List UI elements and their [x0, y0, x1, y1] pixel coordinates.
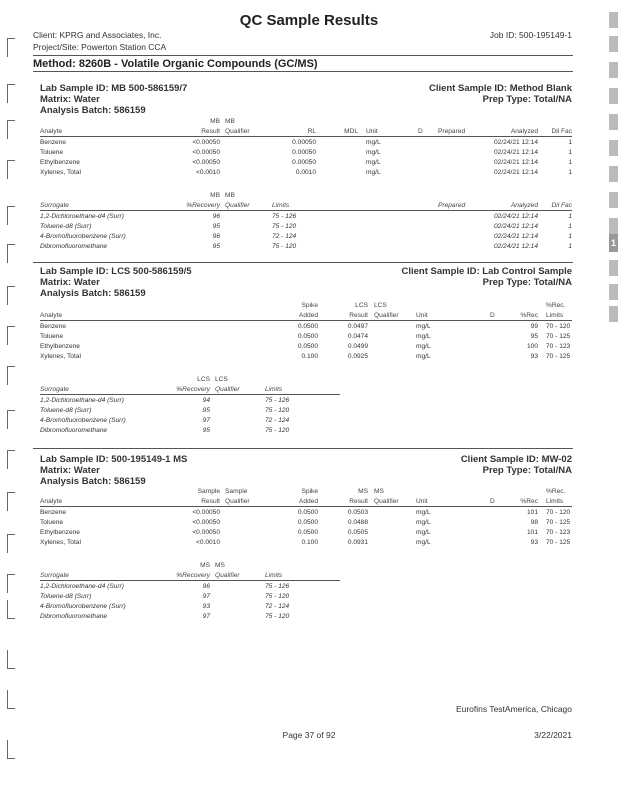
mb-analyte-table: MB MB Analyte Result Qualifier RL MDL Unit D Prepared Analyzed Dil Fac Benzene <0.00050 0.00050 mg/L 02/24/21 12:14 1 Toluene <0.00050 0.00050 mg/L 02/24/21 12:14 1 Ethylbenzene <0.00050 0.00050 mg/L 02/24/21 12:14 1 Xylenes, Total <0.0010 0.0010 mg/L 02/24/21 12:14 1	[40, 118, 572, 176]
lcs-section-right	[402, 266, 573, 288]
ms-batch: Analysis Batch: 586159	[40, 476, 146, 487]
lcs-section-heading	[40, 266, 192, 299]
mb-table-header: Analyte Result Qualifier RL MDL Unit D Prepared Analyzed Dil Fac	[40, 128, 572, 135]
ms-section-right	[461, 454, 572, 476]
lcs-prep-type: Prep Type: Total/NA	[482, 277, 572, 288]
lcs-table-header: Analyte Added Result Qualifier Unit D %Rec Limits	[40, 312, 572, 321]
project-site: Project/Site: Powerton Station CCA	[33, 42, 167, 52]
ms-table-header: Analyte Result Qualifier Added Result Qualifier Unit D %Rec Limits	[40, 498, 572, 507]
report-date: 3/22/2021	[534, 730, 572, 740]
mb-section-right	[429, 83, 572, 105]
lcs-sample-id: Lab Sample ID: LCS 500-586159/5	[40, 266, 192, 277]
ms-matrix: Matrix: Water	[40, 465, 100, 476]
page-title: QC Sample Results	[239, 12, 379, 29]
mb-surrogate-table: MB MB Surrogate %Recovery Qualifier Limits Prepared Analyzed Dil Fac 1,2-Dichloroethane-d4 (Surr) 96 75 - 126 02/24/21 12:14 1 Toluene-d8 (Surr) 95 75 - 120 02/24/21 12:14 1 4-Bromofluorobenzene (Surr) 96 72 - 124 02/24/21 12:14 1 Dibromofluoromethane 95 75 - 120 02/24/21 12:14 1	[40, 192, 572, 250]
ms-surr-header: Surrogate %Recovery Qualifier Limits	[40, 572, 340, 581]
mb-matrix: Matrix: Water	[40, 94, 100, 105]
lcs-surrogate-table: LCS LCS Surrogate %Recovery Qualifier Limits 1,2-Dichloroethane-d4 (Surr) 94 75 - 126 Toluene-d8 (Surr) 95 75 - 120 4-Bromofluorobenzene (Surr) 97 72 - 124 Dibromofluoromethane 95 75 - 120	[40, 376, 340, 442]
lcs-matrix: Matrix: Water	[40, 277, 100, 288]
lcs-batch: Analysis Batch: 586159	[40, 288, 146, 299]
lcs-client-id: Client Sample ID: Lab Control Sample	[401, 266, 572, 277]
mb-prep-type: Prep Type: Total/NA	[482, 94, 572, 105]
mb-client-id: Client Sample ID: Method Blank	[428, 83, 572, 94]
client-name: Client: KPRG and Associates, Inc.	[33, 30, 162, 40]
ms-surrogate-table: MS MS Surrogate %Recovery Qualifier Limits 1,2-Dichloroethane-d4 (Surr) 96 75 - 126 Toluene-d8 (Surr) 97 75 - 120 4-Bromofluorobenzene (Surr) 93 72 - 124 Dibromofluoromethane 97 75 - 120	[40, 562, 340, 628]
job-id: Job ID: 500-195149-1	[489, 30, 572, 40]
mb-surr-header: Surrogate %Recovery Qualifier Limits Prepared Analyzed Dil Fac	[40, 202, 572, 209]
mb-batch: Analysis Batch: 586159	[40, 105, 146, 116]
method-title: Method: 8260B - Volatile Organic Compounds (GC/MS)	[33, 58, 318, 70]
mb-section-heading	[40, 83, 187, 116]
ms-sample-id: Lab Sample ID: 500-195149-1 MS	[40, 454, 188, 465]
chapter-tab-number: 1	[609, 234, 618, 252]
lab-name: Eurofins TestAmerica, Chicago	[455, 704, 572, 714]
mb-sample-id: Lab Sample ID: MB 500-586159/7	[40, 83, 188, 94]
ms-analyte-table: Sample Sample Spike MS MS %Rec. Analyte Result Qualifier Added Result Qualifier Unit D %Rec Limits Benzene <0.00050 0.0500 0.0503 mg/L 101 70 - 120 Toluene <0.00050 0.0500 0.0488 mg/L 98 70 - 125 Ethylbenzene <0.00050 0.0500 0.0505 mg/L 101 70 - 123 Xylenes, Total <0.0010 0.100 0.0931 mg/L 93 70 - 125	[40, 488, 571, 546]
ms-prep-type: Prep Type: Total/NA	[482, 465, 572, 476]
lcs-surr-header: Surrogate %Recovery Qualifier Limits	[40, 386, 340, 395]
ms-section-heading	[40, 454, 187, 487]
ms-client-id: Client Sample ID: MW-02	[460, 454, 572, 465]
lcs-analyte-table: Spike LCS LCS %Rec. Analyte Added Result Qualifier Unit D %Rec Limits Benzene 0.0500 0.0497 mg/L 99 70 - 120 Toluene 0.0500 0.0474 mg/L 95 70 - 125 Ethylbenzene 0.0500 0.0499 mg/L 100 70 - 123 Xylenes, Total 0.100 0.0925 mg/L 93 70 - 125	[40, 302, 571, 360]
page-number: Page 37 of 92	[282, 730, 336, 740]
